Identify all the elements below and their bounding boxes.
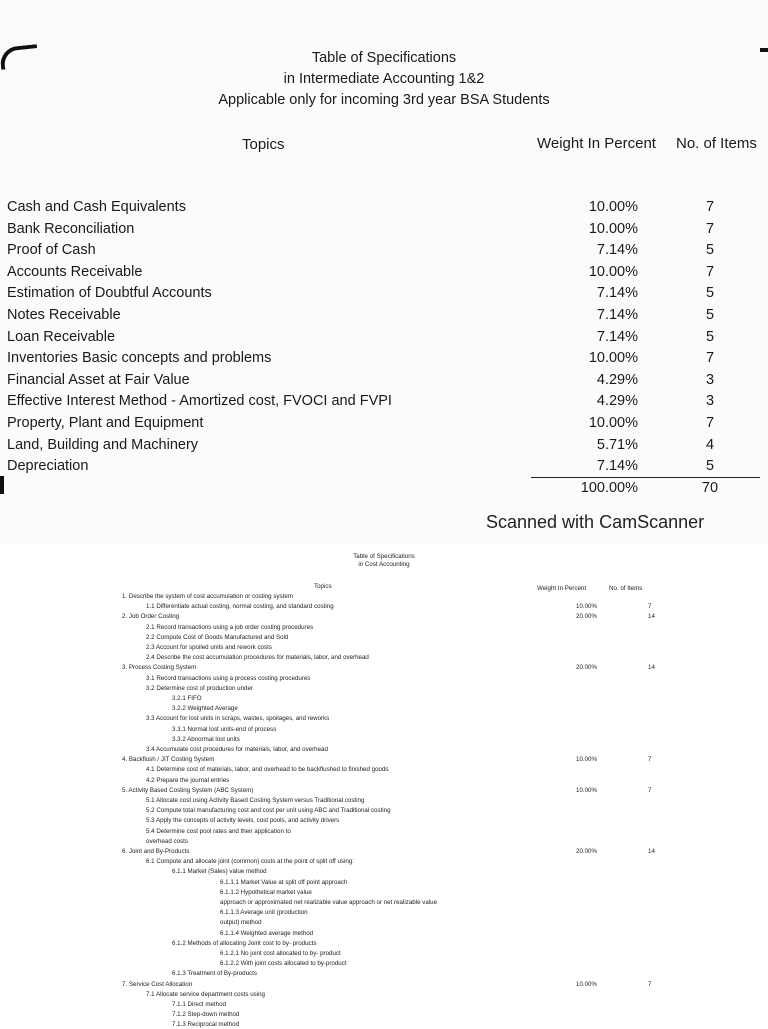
cost-topic-line: 7.1.3 Reciprocal method <box>172 1021 240 1029</box>
topic-weight: 7.14% <box>596 307 638 323</box>
topic-weight: 10.00% <box>588 199 638 215</box>
cost-topic-line: 6.1.1.3 Average unit (production <box>220 909 308 917</box>
scanned-page-cost-accounting <box>0 545 768 1029</box>
cost-topic-line: 3.2 Determine cost of production under <box>146 684 253 692</box>
topic-weight: 10.00% <box>588 415 638 431</box>
cost-topic-line: 3.2.2 Weighted Average <box>172 705 238 713</box>
cost-topic-line: 5.4 Determine cost pool rates and their application to <box>146 827 291 835</box>
cost-topic-items: 7 <box>648 603 652 611</box>
topic-row <box>0 199 768 221</box>
topic-items: 5 <box>705 242 715 259</box>
topic-weight: 7.14% <box>596 328 638 345</box>
cost-topic-line: 6.1.1.1 Market Value at split off point approach <box>220 878 348 886</box>
cost-topic-line: 4.2 Prepare the journal entries <box>146 776 230 784</box>
topic-row <box>0 221 768 243</box>
cost-topic-weight: 20.00% <box>576 613 597 621</box>
cost-topic-line: 2.4 Describe the cost accumulation procedures for materials, labor, and overhead <box>146 654 369 662</box>
cost-topic-weight: 20.00% <box>576 664 597 672</box>
cost-topic-items: 7 <box>648 756 652 764</box>
total-rule <box>531 477 760 478</box>
topic-items: 5 <box>705 285 715 302</box>
cost-topic-line: 6.1 Compute and allocate joint (common) costs at the point of split off using: <box>146 858 354 866</box>
cost-topic-line: 1. Describe the system of cost accumulation or costing system <box>122 593 293 600</box>
topic-name: Proof of Cash <box>7 242 96 259</box>
topic-items: 5 <box>705 307 715 323</box>
total-items: 70 <box>701 480 719 496</box>
cost-topic-line: 4. Backflush / JIT Costing System <box>122 756 215 764</box>
topic-name: Loan Receivable <box>7 328 116 345</box>
cost-topic-line: 3.3 Account for lost units in scraps, wastes, spoilages, and reworks <box>146 715 330 723</box>
topic-items: 3 <box>705 393 715 410</box>
cost-topic-line: 6.1.1.4 Weighted average method <box>220 929 314 937</box>
topic-items: 5 <box>705 328 715 345</box>
topic-row <box>0 285 768 307</box>
cost-topic-line: 3.4 Accumulate cost procedures for materials, labor, and overhead <box>146 746 328 753</box>
topic-items: 4 <box>705 436 715 453</box>
cost-topic-items: 14 <box>648 664 655 672</box>
cost-topic-line: 7. Service Cost Allocation <box>122 980 193 988</box>
cost-topic-weight: 10.00% <box>576 786 597 794</box>
cost-topic-line: 3.3.1 Normal lost units-end of process <box>172 725 277 733</box>
cost-topic-line: 5.1 Allocate cost using Activity Based Costing System versus Traditional costing <box>146 797 365 804</box>
header-weight: Weight In Percent <box>537 135 656 152</box>
cost-topic-line: 6. Joint and By-Products <box>122 848 190 855</box>
topic-row <box>0 415 768 437</box>
topic-weight: 7.14% <box>596 458 638 475</box>
topic-items: 3 <box>705 371 715 388</box>
topic-name: Inventories Basic concepts and problems <box>7 350 272 367</box>
total-weight: 100.00% <box>580 480 638 496</box>
cost-title-line-1: Table of Specifications <box>353 553 415 560</box>
title-line-3: Applicable only for incoming 3rd year BSA Students <box>218 92 550 108</box>
cost-topic-weight: 20.00% <box>576 848 597 855</box>
topic-row <box>0 329 768 351</box>
topic-name: Cash and Cash Equivalents <box>7 199 186 215</box>
topic-name: Depreciation <box>7 458 89 475</box>
topic-weight: 10.00% <box>588 220 638 237</box>
cost-topic-line: 7.1.1 Direct method <box>172 1001 226 1008</box>
title-line-2: in Intermediate Accounting 1&2 <box>283 71 485 87</box>
cost-topic-line: 5.3 Apply the concepts of activity levels, cost pools, and activity drivers <box>146 817 340 825</box>
cost-topic-items: 7 <box>648 786 652 794</box>
topic-weight: 10.00% <box>588 350 638 367</box>
topic-items: 7 <box>705 415 715 431</box>
cost-topic-items: 14 <box>648 613 655 621</box>
topic-name: Estimation of Doubtful Accounts <box>7 285 212 302</box>
cost-topic-weight: 10.00% <box>576 756 597 764</box>
cost-topic-line: 7.1 Allocate service department costs using <box>146 990 265 998</box>
cost-topic-line: 7.1.2 Step-down method <box>172 1011 240 1019</box>
topic-row <box>0 307 768 329</box>
cost-header-items: No. of Items <box>609 585 643 592</box>
topic-name: Bank Reconciliation <box>7 220 135 237</box>
topic-items: 7 <box>705 263 715 280</box>
cost-topic-line: 6.1.2.1 No joint cost allocated to by- product <box>220 950 341 957</box>
cost-topic-items: 14 <box>648 848 655 855</box>
topic-name: Property, Plant and Equipment <box>7 415 204 431</box>
topic-weight: 4.29% <box>596 393 638 410</box>
cost-header-topics: Topics <box>314 583 332 590</box>
cost-topic-weight: 10.00% <box>576 603 597 611</box>
topic-name: Financial Asset at Fair Value <box>7 371 190 388</box>
topic-name: Accounts Receivable <box>7 263 143 280</box>
total-row <box>0 480 768 502</box>
cost-topic-line: 1.1 Differentiate actual costing, normal costing, and standard costing <box>146 603 334 611</box>
cost-header-weight: Weight In Percent <box>537 585 587 592</box>
cost-topic-line: 3.2.1 FIFO <box>172 695 202 702</box>
cost-topic-line: 3.1 Record transactions using a process costing procedures <box>146 674 311 682</box>
cost-topic-line: 6.1.1 Market (Sales) value method <box>172 868 267 876</box>
topic-items: 7 <box>705 199 715 215</box>
topic-name: Notes Receivable <box>7 307 121 323</box>
cost-topic-items: 7 <box>648 980 652 988</box>
topic-weight: 7.14% <box>596 285 638 302</box>
cost-topic-weight: 10.00% <box>576 980 597 988</box>
topic-row <box>0 393 768 415</box>
topic-weight: 4.29% <box>596 371 638 388</box>
cost-topic-line: output) method <box>220 919 262 927</box>
cost-topic-line: approach or approximated net realizable value approach or net realizable value <box>220 899 438 906</box>
cost-topic-line: 6.1.1.2 Hypothetical market value <box>220 888 312 896</box>
topic-row <box>0 350 768 372</box>
topic-row <box>0 242 768 264</box>
topic-weight: 5.71% <box>596 436 638 453</box>
topic-items: 7 <box>705 350 715 367</box>
topic-weight: 10.00% <box>588 263 638 280</box>
topic-items: 7 <box>705 220 715 237</box>
topic-name: Land, Building and Machinery <box>7 436 199 453</box>
topic-row <box>0 437 768 459</box>
topic-row <box>0 264 768 286</box>
header-topics: Topics <box>242 136 285 153</box>
cost-topic-line: 2.3 Account for spoiled units and rework costs <box>146 644 272 651</box>
topic-items: 5 <box>705 458 715 475</box>
cost-topic-line: 3.3.2 Abnormal lost units <box>172 735 240 743</box>
cost-title-line-2: in Cost Accounting <box>358 561 410 568</box>
topic-name: Effective Interest Method - Amortized cost, FVOCI and FVPI <box>7 393 392 410</box>
cost-topic-line: 5.2 Compute total manufacturing cost and cost per unit using ABC and Traditional costing <box>146 807 391 815</box>
header-items: No. of Items <box>676 135 757 152</box>
cost-topic-line: 2. Job Order Costing <box>122 613 180 621</box>
cost-topic-line: 6.1.3 Treatment of By-products <box>172 970 257 978</box>
camscanner-watermark: Scanned with CamScanner <box>486 512 705 532</box>
cost-topic-line: 4.1 Determine cost of materials, labor, and overhead to be backflushed to finished goods <box>146 766 389 774</box>
cost-topic-line: 5. Activity Based Costing System (ABC System) <box>122 786 254 794</box>
topic-row <box>0 372 768 394</box>
cost-topic-line: 6.1.2.2 With joint costs allocated to by-product <box>220 960 347 968</box>
cost-topic-line: 6.1.2 Methods of allocating Joint cost to by- products <box>172 939 317 947</box>
cost-topic-line: 2.2 Compute Cost of Goods Manufactured and Sold <box>146 633 289 641</box>
title-line-1: Table of Specifications <box>311 50 457 66</box>
cost-topic-line: 3. Process Costing System <box>122 664 197 672</box>
cost-topic-line: 2.1 Record transactions using a job order costing procedures <box>146 623 314 631</box>
cost-topic-line: overhead costs <box>146 837 188 845</box>
topic-weight: 7.14% <box>596 242 638 259</box>
